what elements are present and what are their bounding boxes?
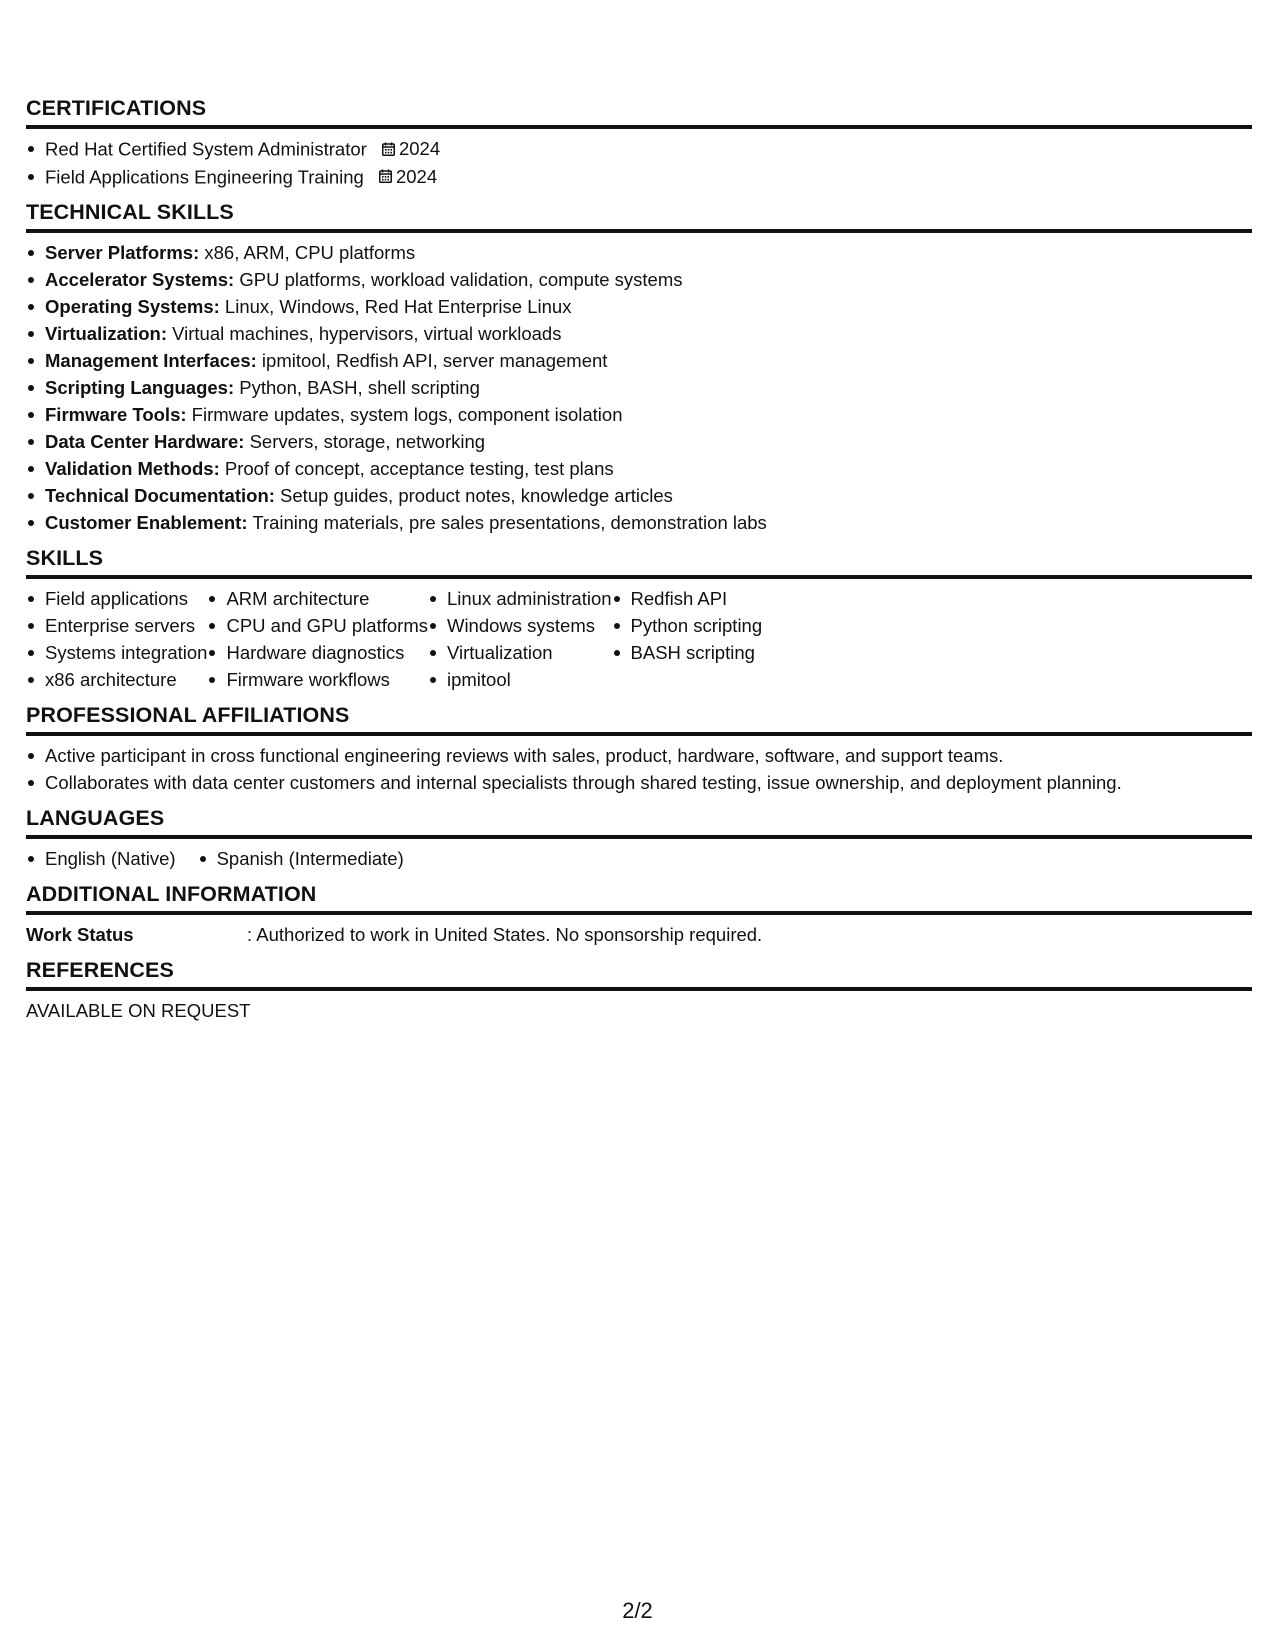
skill-item: ipmitool [428, 666, 612, 693]
skill-item: Enterprise servers [26, 612, 207, 639]
language-column [26, 845, 176, 872]
technical-skill-value: Training materials, pre sales presentations, demonstration labs [247, 512, 767, 533]
additional-info-heading: ADDITIONAL INFORMATION [26, 882, 1252, 915]
skill-item: CPU and GPU platforms [207, 612, 428, 639]
technical-skill-item [26, 428, 1252, 455]
technical-skill-item [26, 455, 1252, 482]
technical-skill-label: Accelerator Systems: [45, 269, 235, 290]
technical-skill-label: Management Interfaces: [45, 350, 257, 371]
technical-skills-heading: TECHNICAL SKILLS [26, 200, 1252, 233]
technical-skill-value: Firmware updates, system logs, component isolation [186, 404, 623, 425]
skill-item: Field applications [26, 585, 207, 612]
technical-skill-label: Validation Methods: [45, 458, 220, 479]
technical-skill-item [26, 509, 1252, 536]
skills-grid [26, 585, 1252, 693]
technical-skill-value: Virtual machines, hypervisors, virtual workloads [166, 323, 562, 344]
skills-heading: SKILLS [26, 546, 1252, 579]
certification-year: 2024 [395, 165, 438, 187]
resume-page [26, 96, 1252, 1034]
technical-skill-label: Technical Documentation: [45, 485, 275, 506]
technical-skill-value: Linux, Windows, Red Hat Enterprise Linux [219, 296, 572, 317]
skills-column [428, 585, 612, 693]
certification-year: 2024 [398, 138, 441, 159]
technical-skill-item [26, 239, 1252, 266]
languages-heading: LANGUAGES [26, 806, 1252, 839]
skill-item: Linux administration [428, 585, 612, 612]
certification-item [26, 135, 1252, 163]
language-column [198, 845, 404, 872]
technical-skill-label: Server Platforms: [45, 242, 200, 263]
references-section [26, 958, 1252, 1024]
certification-item [26, 163, 1252, 191]
work-status-value: : Authorized to work in United States. No sponsorship required. [247, 924, 763, 945]
skills-column [26, 585, 207, 693]
certifications-section [26, 96, 1252, 190]
affiliation-item: Collaborates with data center customers and internal specialists through shared testing, issue ownership, and deployment planning. [26, 769, 1252, 796]
skills-section [26, 546, 1252, 693]
technical-skill-value: Python, BASH, shell scripting [234, 377, 480, 398]
skill-item: Hardware diagnostics [207, 639, 428, 666]
language-item: English (Native) [26, 845, 176, 872]
skill-item: x86 architecture [26, 666, 207, 693]
technical-skill-label: Scripting Languages: [45, 377, 235, 398]
languages-list [26, 845, 1252, 872]
skill-item: Virtualization [428, 639, 612, 666]
technical-skills-section [26, 200, 1252, 536]
skill-item: BASH scripting [612, 639, 763, 666]
skill-item: Redfish API [612, 585, 763, 612]
affiliations-heading: PROFESSIONAL AFFILIATIONS [26, 703, 1252, 736]
technical-skill-value: Setup guides, product notes, knowledge articles [274, 485, 673, 506]
work-status-row [26, 921, 1252, 948]
technical-skill-item [26, 401, 1252, 428]
calendar-icon [379, 169, 392, 183]
certification-date [379, 163, 437, 190]
technical-skill-label: Virtualization: [45, 323, 167, 344]
technical-skill-item [26, 374, 1252, 401]
technical-skill-value: Proof of concept, acceptance testing, test plans [219, 458, 614, 479]
technical-skill-label: Data Center Hardware: [45, 431, 245, 452]
affiliations-section [26, 703, 1252, 796]
technical-skill-label: Customer Enablement: [45, 512, 248, 533]
skills-column [207, 585, 428, 693]
page-number: 2/2 [622, 1598, 653, 1623]
certifications-list [26, 135, 1252, 190]
skills-column [612, 585, 763, 693]
affiliation-item: Active participant in cross functional engineering reviews with sales, product, hardware, software, and support teams. [26, 742, 1252, 769]
technical-skill-item [26, 482, 1252, 509]
technical-skill-item [26, 320, 1252, 347]
skill-item: Windows systems [428, 612, 612, 639]
additional-info-section [26, 882, 1252, 948]
references-text: AVAILABLE ON REQUEST [26, 1000, 251, 1021]
technical-skill-label: Firmware Tools: [45, 404, 187, 425]
certification-name: Red Hat Certified System Administrator [45, 138, 367, 160]
technical-skill-value: GPU platforms, workload validation, compute systems [234, 269, 683, 290]
affiliations-list [26, 742, 1252, 796]
technical-skill-item [26, 293, 1252, 320]
certification-date [382, 135, 440, 162]
language-item: Spanish (Intermediate) [198, 845, 404, 872]
technical-skill-label: Operating Systems: [45, 296, 220, 317]
calendar-icon [382, 142, 395, 156]
skill-item: Python scripting [612, 612, 763, 639]
skill-item: Firmware workflows [207, 666, 428, 693]
technical-skill-value: ipmitool, Redfish API, server management [256, 350, 608, 371]
skill-item: ARM architecture [207, 585, 428, 612]
technical-skill-value: x86, ARM, CPU platforms [199, 242, 416, 263]
technical-skill-item [26, 347, 1252, 374]
work-status-label: Work Status [26, 924, 134, 945]
technical-skill-value: Servers, storage, networking [244, 431, 486, 452]
languages-section [26, 806, 1252, 872]
references-heading: REFERENCES [26, 958, 1252, 991]
skill-item: Systems integration [26, 639, 207, 666]
technical-skill-item [26, 266, 1252, 293]
certification-name: Field Applications Engineering Training [45, 166, 364, 187]
technical-skills-list [26, 239, 1252, 536]
certifications-heading: CERTIFICATIONS [26, 96, 1252, 129]
